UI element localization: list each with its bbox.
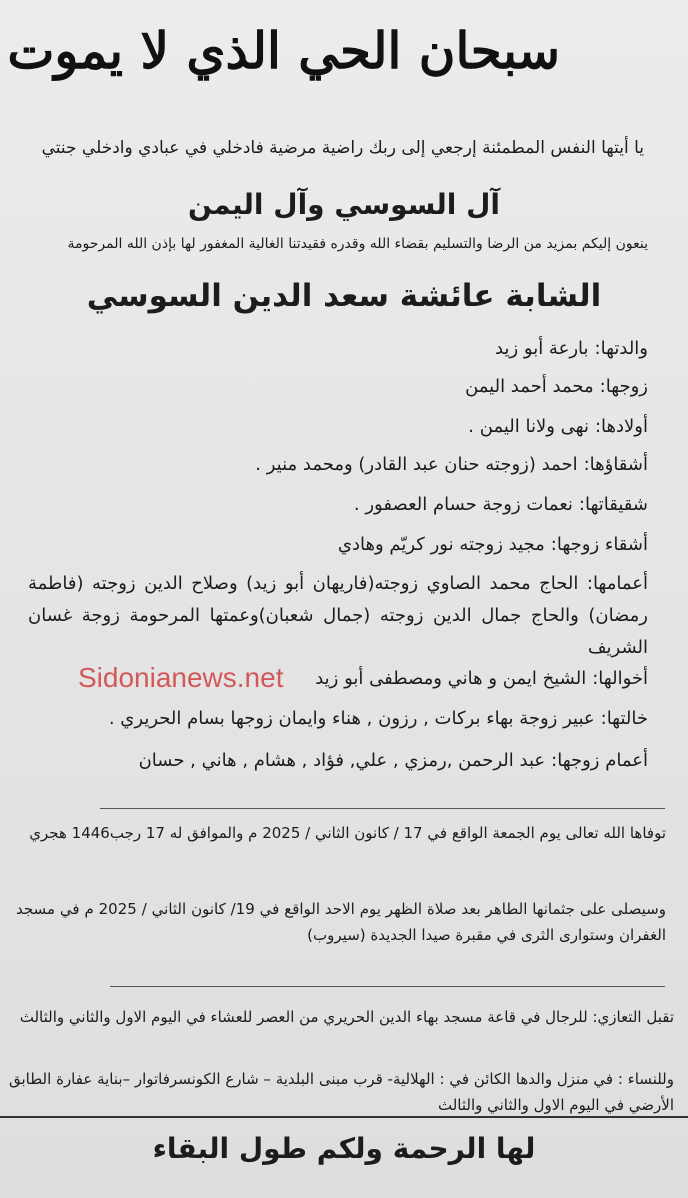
footer-divider: [0, 1116, 688, 1118]
relative-line-husband-uncles: [139, 750, 648, 771]
relative-label: أشقاؤها:: [583, 454, 648, 475]
relative-value: الشيخ ايمن و هاني ومصطفى أبو زيد: [315, 668, 587, 689]
relative-value: بارعة أبو زيد: [495, 338, 589, 359]
relative-value: مجيد زوجته نور كريّم وهادي: [337, 534, 545, 555]
website-watermark: Sidonianews.net: [78, 662, 284, 693]
relative-label: والدتها:: [594, 338, 648, 359]
divider: [110, 986, 665, 987]
relative-label: شقيقاتها:: [578, 494, 648, 515]
relative-label: أخوالها:: [592, 668, 648, 689]
relative-value: نهى ولانا اليمن .: [468, 416, 589, 437]
relative-value: الحاج محمد الصاوي زوجته(فاريهان أبو زيد) وصلاح الدين زوجته (فاطمة رمضان) والحاج جمال الدين زوجته (جمال شعبان)وعمتها المرحومة زوجة غسان الشريف: [28, 573, 648, 658]
relative-line-brothers: [255, 454, 648, 475]
funeral-notice: وسيصلى على جثمانها الطاهر بعد صلاة الظهر يوم الاحد الواقع في 19/ كانون الثاني / 2025 م في مسجد الغفران وستوارى الثرى في مقبرة صيدا الجديدة (سيروب): [16, 900, 666, 944]
closing-phrase: لها الرحمة ولكم طول البقاء: [152, 1132, 536, 1165]
relative-line-mother: [495, 338, 648, 359]
relative-value: نعمات زوجة حسام العصفور .: [353, 494, 573, 515]
relative-label: أعمام زوجها:: [551, 750, 648, 771]
relative-label: خالتها:: [600, 708, 648, 729]
relative-label: زوجها:: [599, 376, 648, 397]
divider: [100, 808, 665, 809]
calligraphy-header: سبحان الحي الذي لا يموت: [7, 21, 560, 80]
families-title: آل السوسي وآل اليمن: [188, 188, 500, 221]
relative-line-sisters: [354, 494, 648, 515]
relative-line-maternal-uncles: [315, 668, 648, 689]
quran-verse: يا أيتها النفس المطمئنة إرجعي إلى ربك راضية مرضية فادخلي في عبادي وادخلي جنتي: [41, 138, 644, 158]
relative-value: محمد أحمد اليمن: [465, 376, 594, 397]
paternal-uncles-paragraph: [28, 568, 648, 664]
relative-label: أعمامها:: [586, 573, 648, 594]
relative-value: احمد (زوجته حنان عبد القادر) ومحمد منير .: [255, 454, 578, 475]
condolences-men: تقبل التعازي: للرجال في قاعة مسجد بهاء الدين الحريري من العصر للعشاء في اليوم الاول والثاني والثالث: [19, 1008, 674, 1026]
relative-line-children: [468, 416, 648, 437]
relative-value: عبير زوجة بهاء بركات , رزون , هناء وايمان زوجها بسام الحريري .: [108, 708, 595, 729]
relative-label: أشقاء زوجها:: [550, 534, 648, 555]
relative-line-husband-brothers: [338, 534, 648, 555]
relative-line-maternal-aunts: [109, 708, 648, 729]
relative-line-husband: [465, 376, 648, 397]
death-notice: توفاها الله تعالى يوم الجمعة الواقع في 17 / كانون الثاني / 2025 م والموافق له 17 رجب1446 هجري: [29, 824, 666, 842]
condolences-women: وللنساء : في منزل والدها الكائن في : الهلالية- قرب مبنى البلدية – شارع الكونسرفاتوار –بناية عفارة الطابق الأرضي في اليوم الاول والثاني والثالث: [9, 1070, 674, 1114]
announcement-text: ينعون إليكم بمزيد من الرضا والتسليم بقضاء الله وقدره فقيدتنا الغالية المغفور لها بإذن الله المرحومة: [67, 236, 648, 252]
relative-value: عبد الرحمن ,رمزي , علي, فؤاد , هشام , هاني , حسان: [138, 750, 546, 771]
deceased-name: الشابة عائشة سعد الدين السوسي: [86, 278, 602, 314]
relative-label: أولادها:: [594, 416, 648, 437]
